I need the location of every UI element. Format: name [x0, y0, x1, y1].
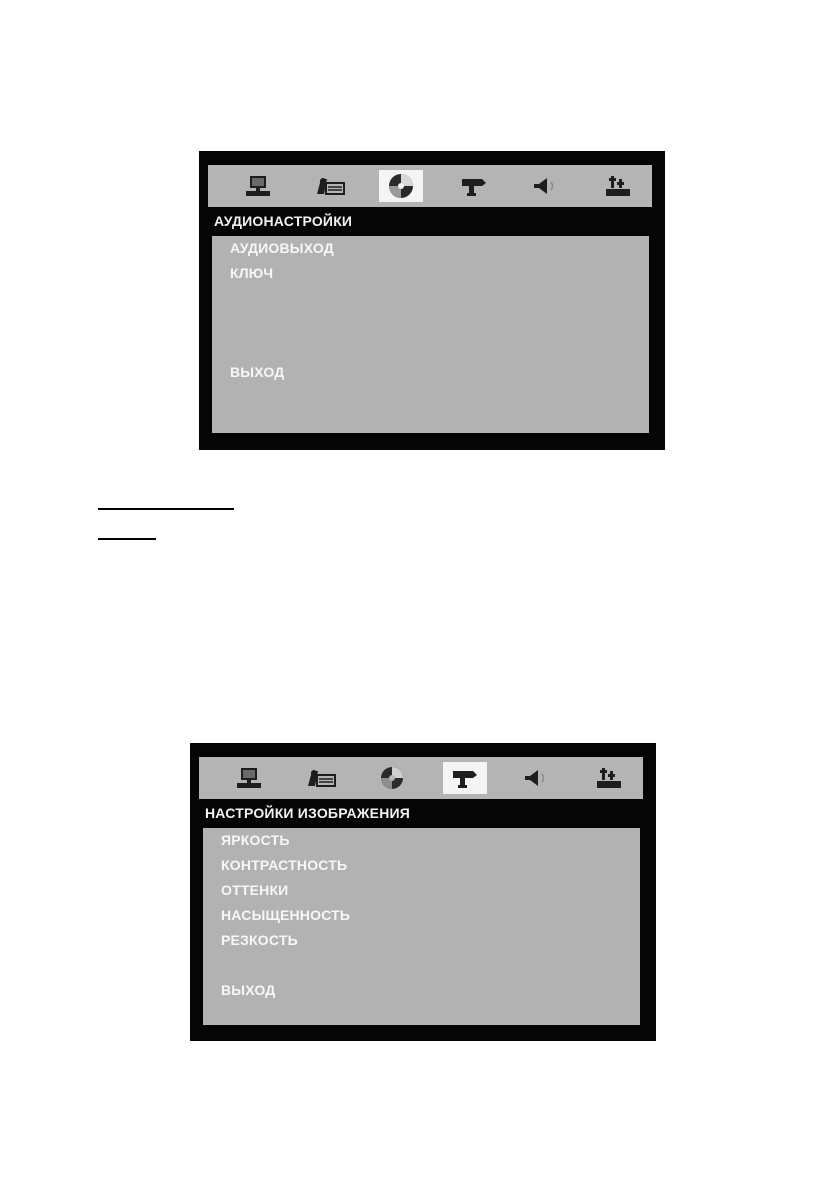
menu-item-saturation[interactable]: НАСЫЩЕННОСТЬ: [221, 907, 351, 923]
menu-item-hue[interactable]: ОТТЕНКИ: [221, 882, 289, 898]
menu-item-audio-out[interactable]: АУДИОВЫХОД: [230, 240, 334, 256]
setup-tab-bar: [199, 757, 643, 799]
setup-tab-bar: [208, 165, 652, 207]
monitor-icon[interactable]: [236, 170, 280, 202]
menu-item-sharpness[interactable]: РЕЗКОСТЬ: [221, 932, 298, 948]
monitor-icon[interactable]: [227, 762, 271, 794]
osd-screen-picture-setup: [190, 743, 656, 1041]
language-icon[interactable]: [308, 170, 352, 202]
disc-audio-icon[interactable]: [370, 762, 414, 794]
menu-item-brightness[interactable]: ЯРКОСТЬ: [221, 832, 290, 848]
disc-audio-icon[interactable]: [379, 170, 423, 202]
video-projector-icon[interactable]: [443, 762, 487, 794]
underline-rule: [98, 508, 234, 510]
page-title: НАСТРОЙКИ ИЗОБРАЖЕНИЯ: [205, 805, 411, 821]
preference-icon[interactable]: [596, 170, 640, 202]
menu-panel: [212, 236, 649, 433]
speaker-icon[interactable]: [523, 170, 567, 202]
osd-screen-audio-setup: [199, 151, 665, 450]
menu-item-exit[interactable]: ВЫХОД: [221, 982, 276, 998]
page-title: АУДИОНАСТРОЙКИ: [214, 213, 353, 229]
preference-icon[interactable]: [587, 762, 631, 794]
speaker-icon[interactable]: [514, 762, 558, 794]
video-projector-icon[interactable]: [452, 170, 496, 202]
menu-item-key[interactable]: КЛЮЧ: [230, 265, 274, 281]
menu-item-exit[interactable]: ВЫХОД: [230, 364, 285, 380]
underline-rule: [98, 538, 156, 540]
language-icon[interactable]: [299, 762, 343, 794]
menu-panel: [203, 828, 640, 1025]
menu-item-contrast[interactable]: КОНТРАСТНОСТЬ: [221, 857, 348, 873]
